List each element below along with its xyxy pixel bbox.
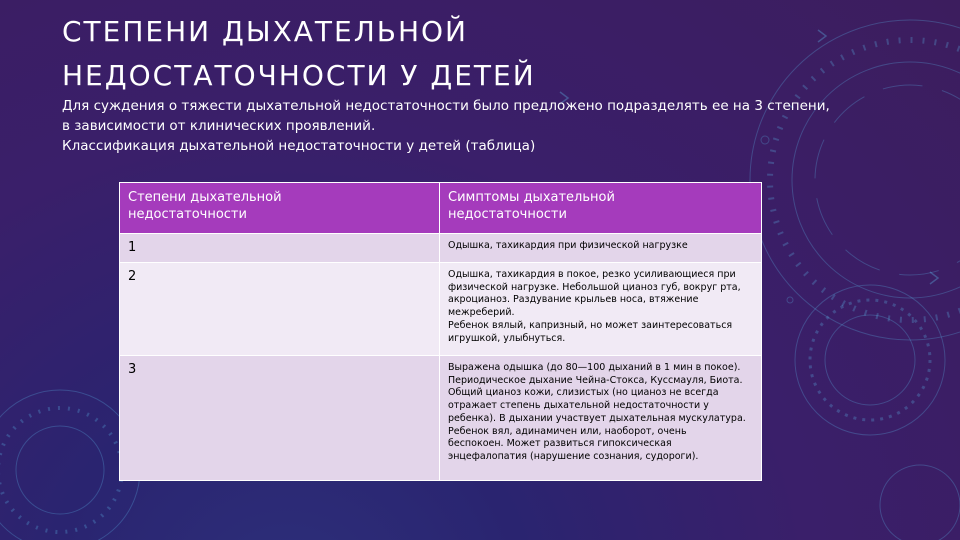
symptom-line: Одышка, тахикардия при физической нагрузке <box>448 240 688 251</box>
title-line: НЕДОСТАТОЧНОСТИ У ДЕТЕЙ <box>62 59 536 92</box>
intro-line: Классификация дыхательной недостаточности у детей (таблица) <box>62 138 536 154</box>
grade-cell: 2 <box>120 263 440 356</box>
slide-title <box>62 10 762 98</box>
symptom-line: отражает степень дыхательной недостаточности у <box>448 400 709 412</box>
symptoms-cell <box>440 356 762 481</box>
grade-cell: 1 <box>120 234 440 263</box>
symptom-line: Ребенок вялый, капризный, но может заинтересоваться <box>448 319 733 331</box>
table-row <box>120 234 762 263</box>
symptom-line: межреберий. <box>448 307 515 319</box>
symptom-line: физической нагрузке. Небольшой цианоз губ, вокруг рта, <box>448 281 741 293</box>
title-line: СТЕПЕНИ ДЫХАТЕЛЬНОЙ <box>62 15 469 48</box>
header-line: недостаточности <box>128 207 247 222</box>
symptom-line: беспокоен. Может развиться гипоксическая <box>448 438 672 450</box>
table-row <box>120 263 762 356</box>
header-line: Симптомы дыхательной <box>448 190 615 205</box>
symptom-line: Общий цианоз кожи, слизистых (но цианоз не всегда <box>448 387 719 399</box>
symptom-line: акроцианоз. Раздувание крыльев носа, втяжение <box>448 294 699 306</box>
intro-line: Для суждения о тяжести дыхательной недостаточности было предложено подразделять ее на 3 степени, <box>62 98 830 114</box>
symptom-line: Одышка, тахикардия в покое, резко усиливающиеся при <box>448 269 736 280</box>
classification-table <box>119 182 762 481</box>
table-header-row <box>120 183 762 234</box>
symptom-line: Ребенок вял, адинамичен или, наоборот, очень <box>448 425 687 437</box>
header-line: Степени дыхательной <box>128 190 282 205</box>
symptom-line: игрушкой, улыбнуться. <box>448 332 566 344</box>
symptoms-cell <box>440 263 762 356</box>
symptom-line: Периодическое дыхание Чейна-Стокса, Куссмауля, Биота. <box>448 374 743 386</box>
header-line: недостаточности <box>448 207 567 222</box>
symptom-line: энцефалопатия (нарушение сознания, судороги). <box>448 450 699 462</box>
grade-cell: 3 <box>120 356 440 481</box>
header-grade <box>120 183 440 234</box>
intro-text <box>62 96 922 156</box>
symptom-line: Выражена одышка (до 80—100 дыханий в 1 мин в покое). <box>448 362 741 373</box>
intro-line: в зависимости от клинических проявлений. <box>62 118 376 134</box>
header-symptoms <box>440 183 762 234</box>
symptom-line: ребенка). В дыхании участвует дыхательная мускулатура. <box>448 412 746 424</box>
symptoms-cell <box>440 234 762 263</box>
table-row <box>120 356 762 481</box>
